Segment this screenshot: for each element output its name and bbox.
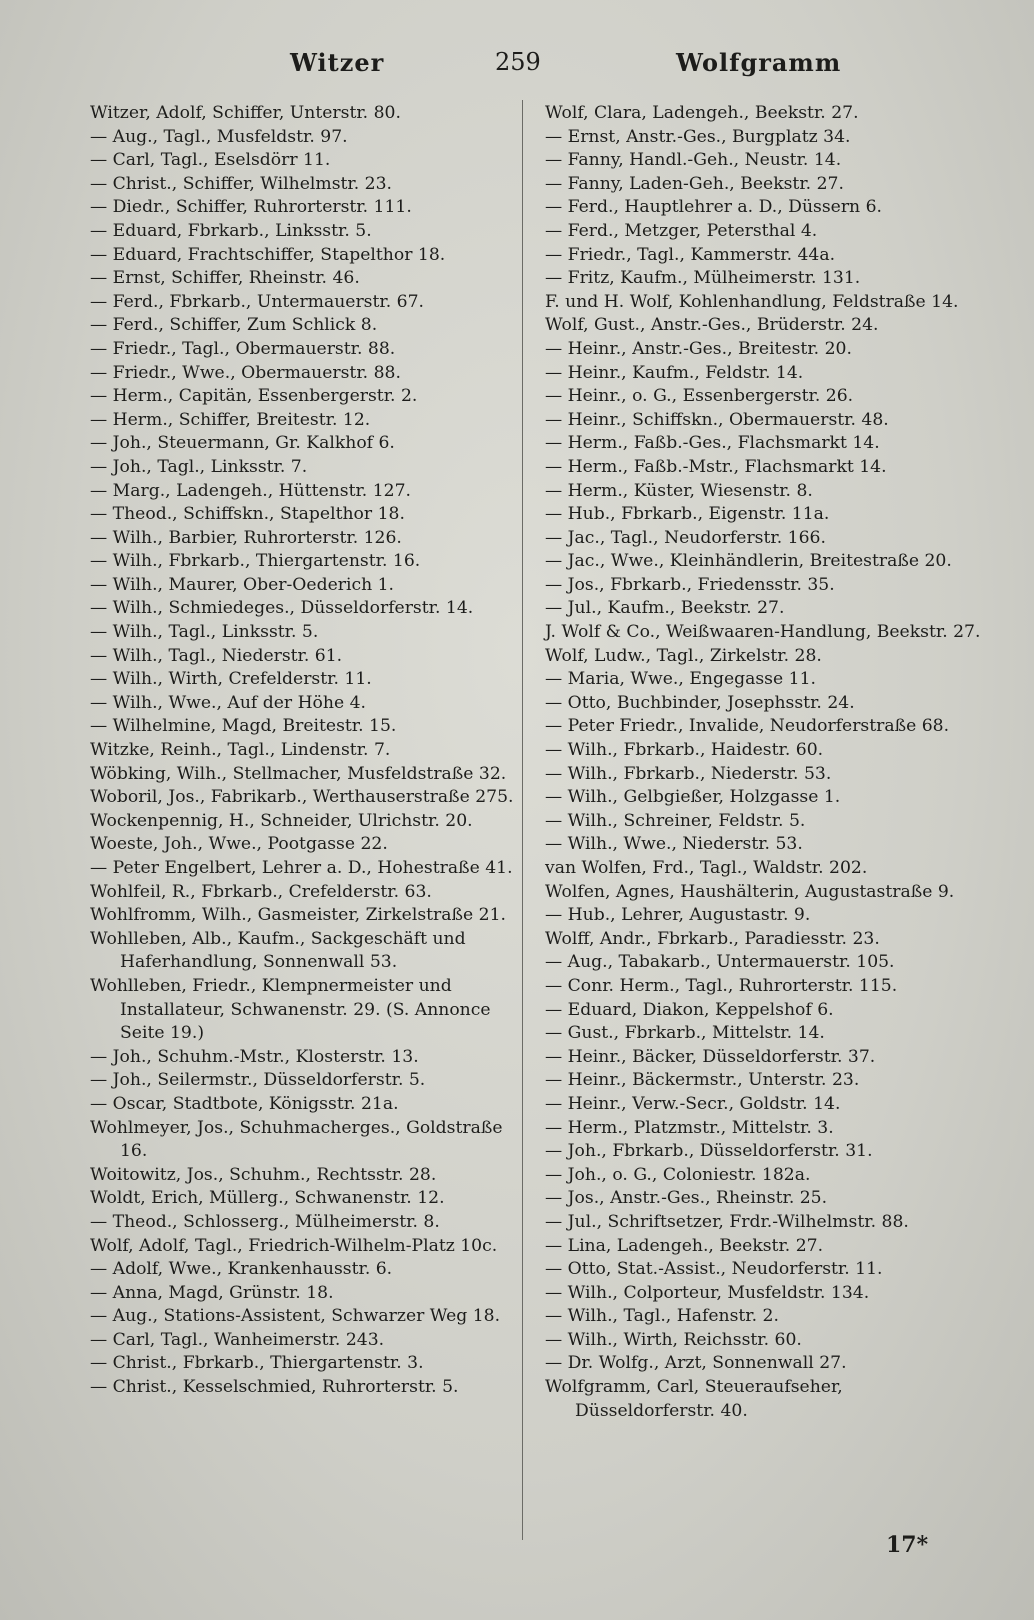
directory-entry: — Friedr., Wwe., Obermauerstr. 88.: [90, 362, 401, 383]
directory-entry: — Wilh., Wirth, Reichsstr. 60.: [545, 1329, 802, 1350]
directory-entry: — Wilh., Wwe., Auf der Höhe 4.: [90, 692, 367, 713]
directory-entry: Wohlleben, Friedr., Klempnermeister und Installateur, Schwanenstr. 29. (S. Annonce Seite 19.): [90, 975, 491, 1044]
directory-entry: — Heinr., Bäckermstr., Unterstr. 23.: [545, 1070, 860, 1091]
directory-entry: — Anna, Magd, Grünstr. 18.: [90, 1282, 334, 1303]
directory-entry: — Friedr., Tagl., Kammerstr. 44a.: [545, 244, 836, 265]
directory-entry: — Jos., Anstr.-Ges., Rheinstr. 25.: [545, 1188, 828, 1209]
directory-entry: Wöbking, Wilh., Stellmacher, Musfeldstraße 32.: [90, 763, 507, 784]
directory-entry: — Heinr., Verw.-Secr., Goldstr. 14.: [545, 1093, 841, 1114]
directory-entry: — Adolf, Wwe., Krankenhausstr. 6.: [90, 1259, 393, 1280]
directory-entry: — Wilh., Maurer, Ober-Oederich 1.: [90, 574, 395, 595]
directory-entry: Woldt, Erich, Müllerg., Schwanenstr. 12.: [90, 1188, 445, 1209]
directory-entry: — Wilh., Schmiedeges., Düsseldorferstr. 14.: [90, 598, 474, 619]
directory-entry: — Fritz, Kaufm., Mülheimerstr. 131.: [545, 268, 861, 289]
directory-entry: — Heinr., Bäcker, Düsseldorferstr. 37.: [545, 1046, 876, 1067]
directory-entry: — Ernst, Schiffer, Rheinstr. 46.: [90, 268, 360, 289]
directory-entry: — Herm., Faßb.-Mstr., Flachsmarkt 14.: [545, 456, 887, 477]
directory-entry: — Fanny, Laden-Geh., Beekstr. 27.: [545, 173, 844, 194]
page-header: [0, 48, 1034, 88]
sheet-signature: 17*: [886, 1532, 929, 1558]
directory-entry: — Wilh., Fbrkarb., Haidestr. 60.: [545, 740, 824, 761]
directory-entry: — Dr. Wolfg., Arzt, Sonnenwall 27.: [545, 1353, 847, 1374]
directory-entry: Wockenpennig, H., Schneider, Ulrichstr. 20.: [90, 810, 473, 831]
directory-entry: — Friedr., Tagl., Obermauerstr. 88.: [90, 338, 396, 359]
directory-entry: — Aug., Tabakarb., Untermauerstr. 105.: [545, 952, 895, 973]
directory-entry: — Ferd., Fbrkarb., Untermauerstr. 67.: [90, 291, 424, 312]
directory-entry: — Wilh., Barbier, Ruhrorterstr. 126.: [90, 527, 402, 548]
directory-entry: Wohlfromm, Wilh., Gasmeister, Zirkelstraße 21.: [90, 905, 506, 926]
directory-entry: Wolfgramm, Carl, Steueraufseher, Düsseldorferstr. 40.: [545, 1377, 843, 1421]
directory-entry: Wohlmeyer, Jos., Schuhmacherges., Goldstraße 16.: [90, 1117, 503, 1162]
directory-entry: — Wilh., Schreiner, Feldstr. 5.: [545, 810, 806, 831]
directory-entry: — Eduard, Fbrkarb., Linksstr. 5.: [90, 220, 372, 241]
directory-entry: — Wilh., Fbrkarb., Thiergartenstr. 16.: [90, 551, 421, 572]
directory-entry: J. Wolf & Co., Weißwaaren-Handlung, Beekstr. 27.: [545, 622, 981, 643]
directory-entry: — Joh., Fbrkarb., Düsseldorferstr. 31.: [545, 1141, 873, 1162]
directory-entry: — Otto, Stat.-Assist., Neudorferstr. 11.: [545, 1259, 883, 1280]
directory-entry: — Joh., Steuermann, Gr. Kalkhof 6.: [90, 433, 395, 454]
directory-entry: — Fanny, Handl.-Geh., Neustr. 14.: [545, 150, 842, 171]
directory-entry: — Christ., Fbrkarb., Thiergartenstr. 3.: [90, 1353, 424, 1374]
directory-entry: Wohlleben, Alb., Kaufm., Sackgeschäft und Haferhandlung, Sonnenwall 53.: [90, 928, 466, 973]
directory-entry: — Carl, Tagl., Wanheimerstr. 243.: [90, 1329, 385, 1350]
directory-entry: Witzer, Adolf, Schiffer, Unterstr. 80.: [90, 103, 401, 123]
directory-entry: — Heinr., o. G., Essenbergerstr. 26.: [545, 386, 854, 407]
directory-entry: — Jac., Wwe., Kleinhändlerin, Breitestraße 20.: [545, 551, 952, 572]
directory-entry: — Heinr., Kaufm., Feldstr. 14.: [545, 362, 804, 383]
directory-entry: — Maria, Wwe., Engegasse 11.: [545, 669, 816, 690]
directory-entry: Witzke, Reinh., Tagl., Lindenstr. 7.: [90, 740, 391, 761]
page-number: 259: [495, 48, 541, 76]
directory-entry: — Marg., Ladengeh., Hüttenstr. 127.: [90, 480, 412, 501]
directory-entry: — Ferd., Hauptlehrer a. D., Düssern 6.: [545, 197, 882, 218]
directory-entry: — Jos., Fbrkarb., Friedensstr. 35.: [545, 574, 835, 595]
directory-entry: Wolfen, Agnes, Haushälterin, Augustastraße 9.: [545, 881, 955, 902]
directory-entry: Wolf, Clara, Ladengeh., Beekstr. 27.: [545, 103, 859, 123]
directory-entry: van Wolfen, Frd., Tagl., Waldstr. 202.: [545, 858, 868, 878]
directory-entry: — Christ., Kesselschmied, Ruhrorterstr. 5.: [90, 1377, 459, 1398]
directory-entry: Wolf, Ludw., Tagl., Zirkelstr. 28.: [545, 645, 822, 666]
directory-entry: — Wilh., Tagl., Hafenstr. 2.: [545, 1306, 779, 1327]
directory-entry: — Lina, Ladengeh., Beekstr. 27.: [545, 1235, 824, 1256]
directory-entry: — Wilh., Wwe., Niederstr. 53.: [545, 834, 803, 855]
directory-entry: — Aug., Tagl., Musfeldstr. 97.: [90, 126, 348, 147]
directory-entry: — Wilh., Fbrkarb., Niederstr. 53.: [545, 763, 832, 784]
directory-entry: — Oscar, Stadtbote, Königsstr. 21a.: [90, 1093, 399, 1114]
directory-entry: — Heinr., Anstr.-Ges., Breitestr. 20.: [545, 338, 852, 359]
directory-entry: — Jac., Tagl., Neudorferstr. 166.: [545, 527, 826, 548]
directory-entry: — Herm., Capitän, Essenbergerstr. 2.: [90, 386, 418, 407]
directory-entry: — Wilh., Tagl., Linksstr. 5.: [90, 622, 319, 643]
header-right-keyword: Wolfgramm: [676, 48, 842, 77]
directory-entry: — Ferd., Metzger, Petersthal 4.: [545, 220, 818, 241]
directory-entry: — Jul., Schriftsetzer, Frdr.-Wilhelmstr. 88.: [545, 1211, 909, 1232]
directory-entry: — Christ., Schiffer, Wilhelmstr. 23.: [90, 173, 393, 194]
directory-entry: — Carl, Tagl., Eselsdörr 11.: [90, 150, 331, 171]
column-divider: [522, 100, 523, 1540]
directory-entry: — Ernst, Anstr.-Ges., Burgplatz 34.: [545, 126, 851, 147]
directory-entry: — Jul., Kaufm., Beekstr. 27.: [545, 598, 785, 619]
directory-entry: — Herm., Platzmstr., Mittelstr. 3.: [545, 1117, 834, 1138]
directory-entry: Woboril, Jos., Fabrikarb., Werthauserstraße 275.: [90, 787, 514, 808]
left-column: [90, 102, 530, 1400]
directory-entry: — Otto, Buchbinder, Josephsstr. 24.: [545, 692, 855, 713]
directory-entry: — Heinr., Schiffskn., Obermauerstr. 48.: [545, 409, 889, 430]
directory-entry: Wohlfeil, R., Fbrkarb., Crefelderstr. 63.: [90, 881, 432, 902]
directory-entry: — Theod., Schlosserg., Mülheimerstr. 8.: [90, 1211, 440, 1232]
directory-entry: — Herm., Faßb.-Ges., Flachsmarkt 14.: [545, 433, 880, 454]
directory-entry: F. und H. Wolf, Kohlenhandlung, Feldstraße 14.: [545, 291, 959, 312]
directory-entry: — Peter Friedr., Invalide, Neudorferstraße 68.: [545, 716, 950, 737]
directory-entry: — Herm., Küster, Wiesenstr. 8.: [545, 480, 813, 501]
directory-entry: — Eduard, Frachtschiffer, Stapelthor 18.: [90, 244, 446, 265]
directory-entry: — Wilh., Colporteur, Musfeldstr. 134.: [545, 1282, 870, 1303]
directory-entry: — Joh., o. G., Coloniestr. 182a.: [545, 1164, 811, 1185]
directory-entry: — Aug., Stations-Assistent, Schwarzer Weg 18.: [90, 1306, 501, 1327]
right-column: [545, 102, 985, 1423]
directory-entry: — Theod., Schiffskn., Stapelthor 18.: [90, 504, 405, 525]
directory-entry: — Ferd., Schiffer, Zum Schlick 8.: [90, 315, 378, 336]
directory-entry: — Wilhelmine, Magd, Breitestr. 15.: [90, 716, 397, 737]
directory-entry: — Wilh., Tagl., Niederstr. 61.: [90, 645, 343, 666]
directory-entry: — Eduard, Diakon, Keppelshof 6.: [545, 999, 834, 1020]
directory-entry: — Joh., Schuhm.-Mstr., Klosterstr. 13.: [90, 1046, 419, 1067]
directory-entry: — Wilh., Wirth, Crefelderstr. 11.: [90, 669, 372, 690]
directory-entry: Wolf, Adolf, Tagl., Friedrich-Wilhelm-Platz 10c.: [90, 1235, 498, 1256]
directory-entry: — Peter Engelbert, Lehrer a. D., Hohestraße 41.: [90, 858, 513, 878]
directory-entry: Woitowitz, Jos., Schuhm., Rechtsstr. 28.: [90, 1164, 437, 1185]
directory-entry: Woeste, Joh., Wwe., Pootgasse 22.: [90, 834, 388, 855]
directory-entry: — Gust., Fbrkarb., Mittelstr. 14.: [545, 1023, 825, 1044]
directory-entry: — Wilh., Gelbgießer, Holzgasse 1.: [545, 787, 841, 808]
directory-entry: — Diedr., Schiffer, Ruhrorterstr. 111.: [90, 197, 412, 218]
directory-entry: — Hub., Lehrer, Augustastr. 9.: [545, 905, 811, 926]
directory-entry: Wolf, Gust., Anstr.-Ges., Brüderstr. 24.: [545, 315, 879, 336]
directory-entry: — Joh., Seilermstr., Düsseldorferstr. 5.: [90, 1070, 426, 1091]
directory-entry: — Conr. Herm., Tagl., Ruhrorterstr. 115.: [545, 975, 898, 996]
directory-entry: — Joh., Tagl., Linksstr. 7.: [90, 456, 308, 477]
directory-entry: Wolff, Andr., Fbrkarb., Paradiesstr. 23.: [545, 928, 880, 949]
header-left-keyword: Witzer: [290, 48, 385, 77]
directory-entry: — Herm., Schiffer, Breitestr. 12.: [90, 409, 371, 430]
directory-entry: — Hub., Fbrkarb., Eigenstr. 11a.: [545, 504, 830, 525]
